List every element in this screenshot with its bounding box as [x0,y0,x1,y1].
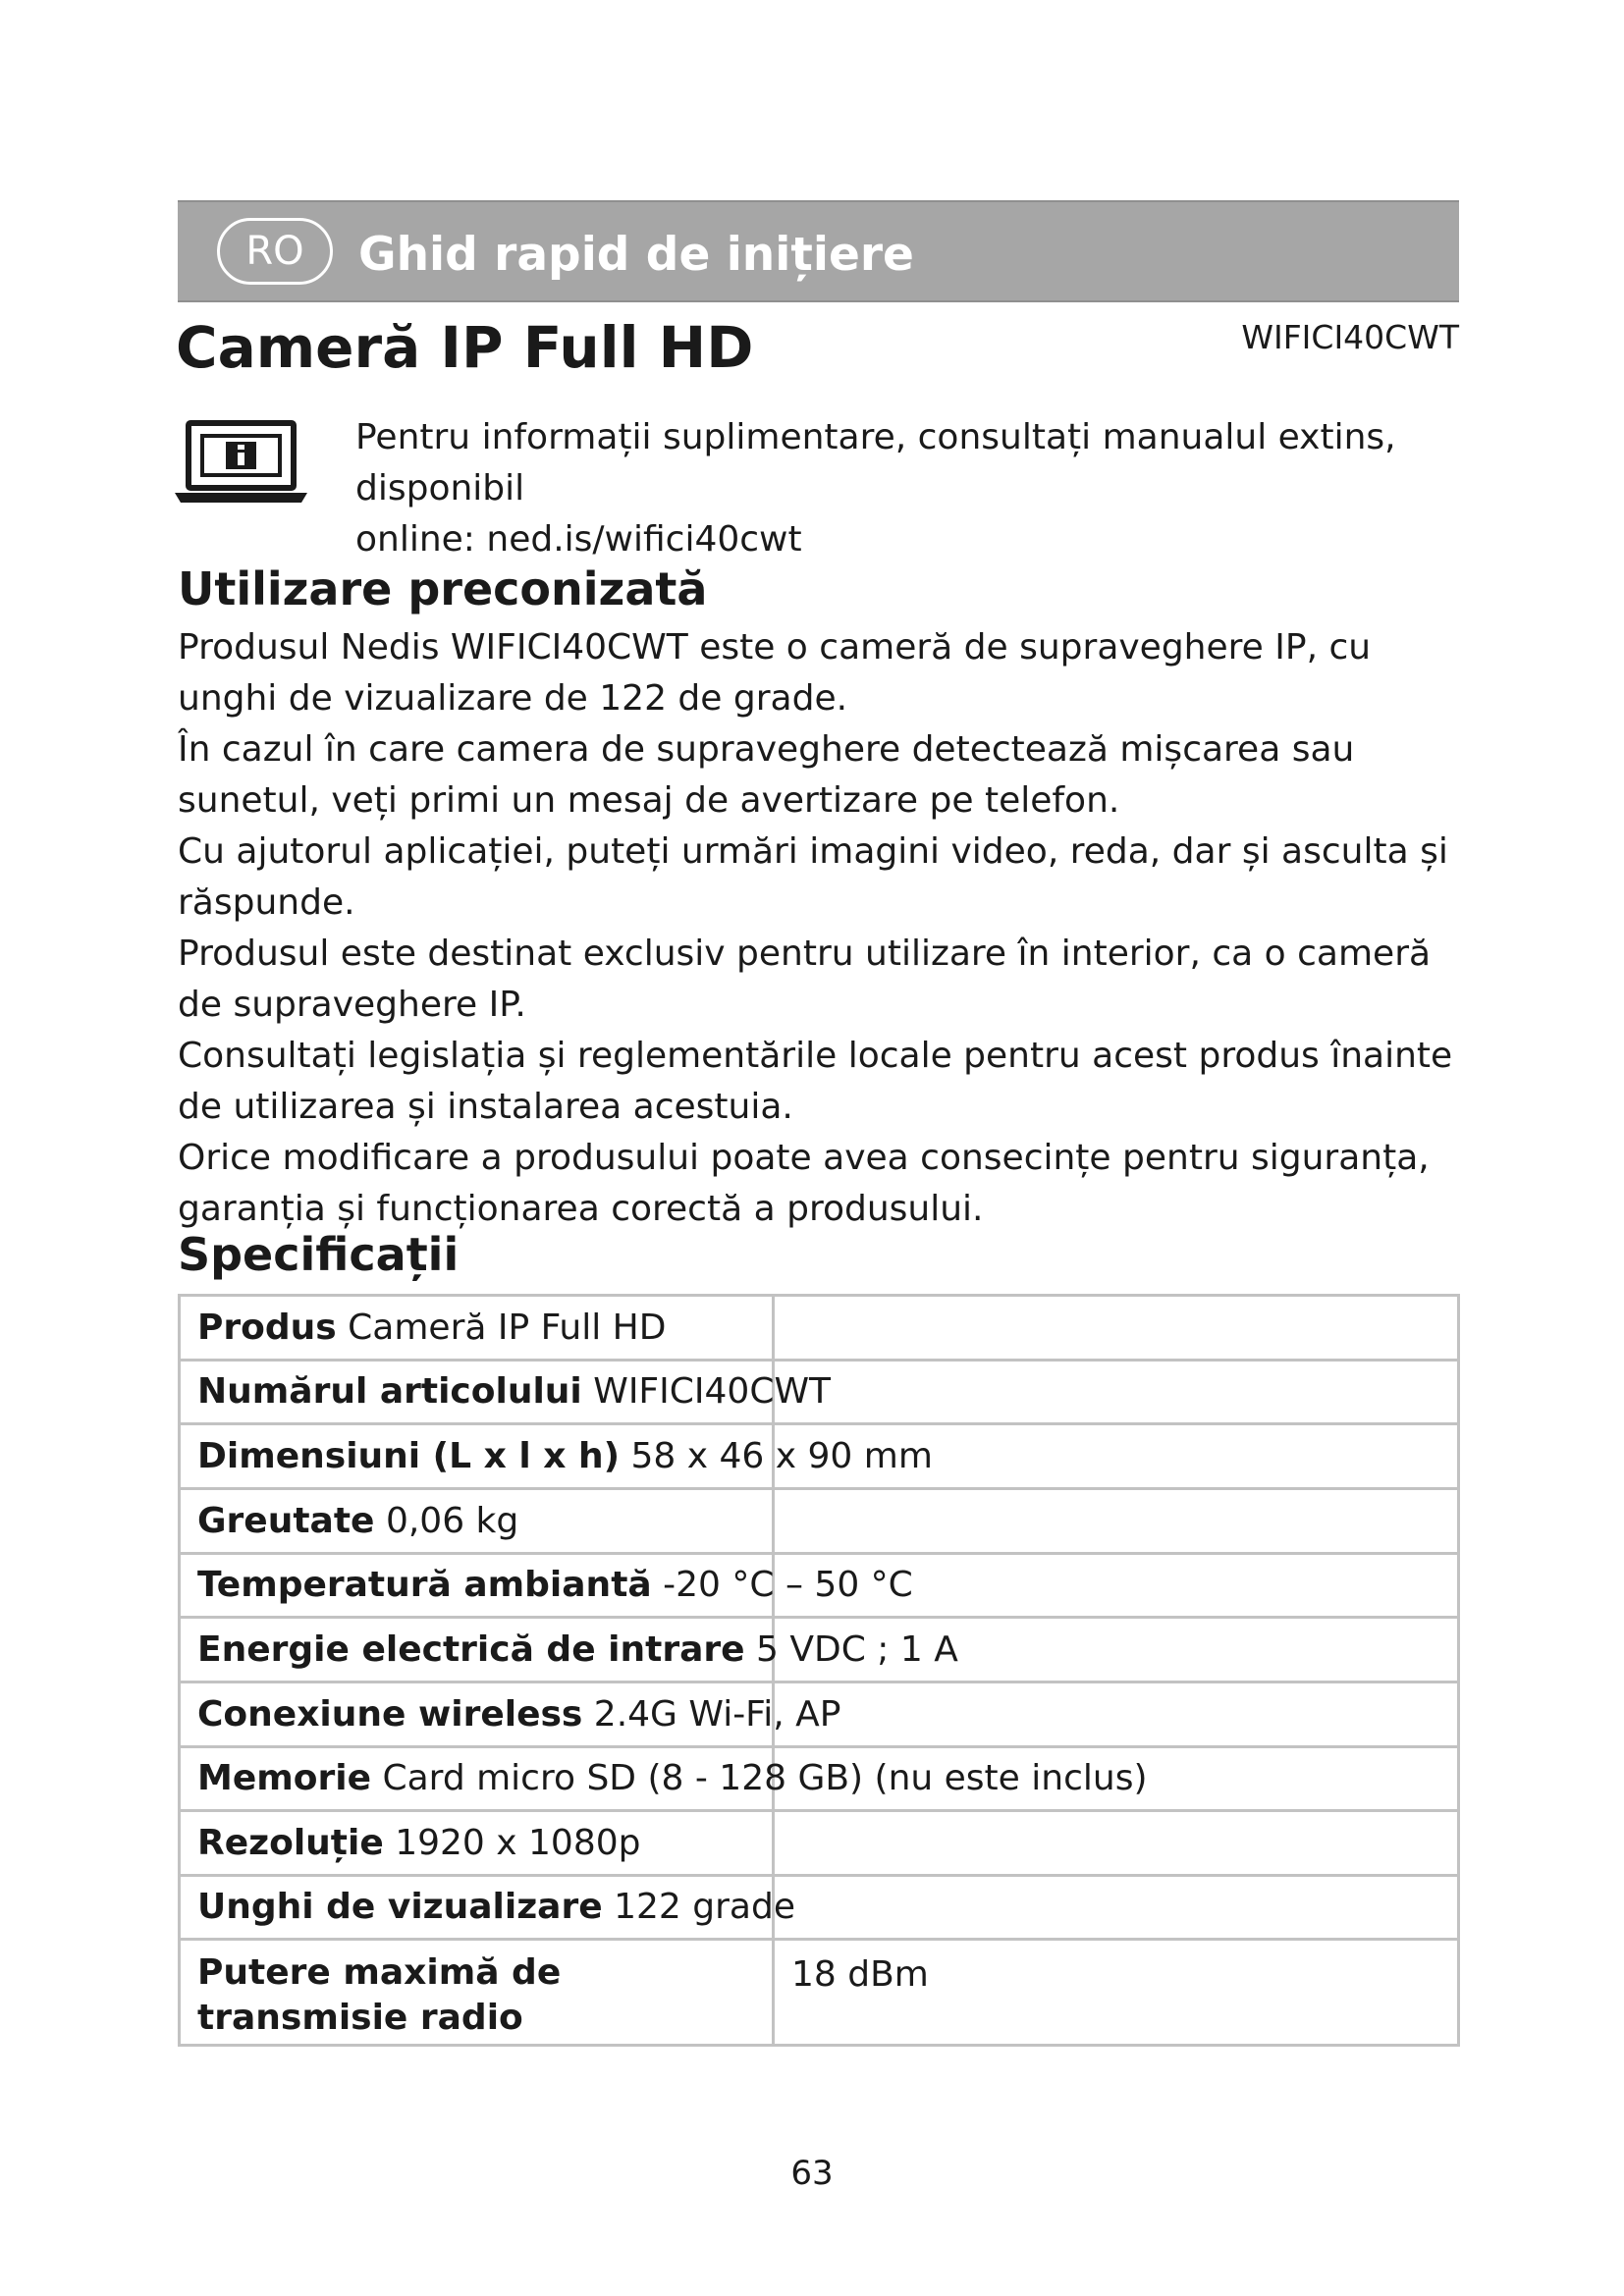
table-row [180,1296,1459,1361]
spec-value: Cameră IP Full HD [348,1307,667,1348]
table-row [180,1361,1459,1424]
spec-cell [180,1747,1148,1811]
paragraph: Produsul Nedis WIFICI40CWT este o cameră de supraveghere IP, cu unghi de vizualizare de 122 de grade. [178,627,1372,719]
spec-value-cell [774,1940,1459,2046]
model-number: WIFICI40CWT [1241,318,1459,356]
spec-value: 1920 x 1080p [395,1822,641,1863]
table-row [180,1811,1459,1876]
spec-label: Numărul articolului [197,1371,582,1412]
spec-label: Greutate [197,1500,375,1541]
spec-empty-cell [774,1296,1459,1361]
spec-cell [180,1296,774,1361]
spec-label: Energie electrică de intrare [197,1629,745,1670]
spec-cell [180,1618,958,1682]
spec-cell [180,1940,774,2046]
spec-cell [180,1811,774,1876]
product-title: Cameră IP Full HD [176,314,754,381]
paragraph: În cazul în care camera de supraveghere detectează mișcarea sau sunetul, veți primi un mesaj de avertizare pe telefon. [178,729,1355,821]
spec-label: Temperatură ambiantă [197,1565,652,1605]
spec-empty-cell [774,1876,1459,1940]
paragraph: Orice modificare a produsului poate avea consecințe pentru siguranța, garanția și funcționarea corectă a produsului. [178,1138,1430,1229]
specifications-table [178,1294,1460,2047]
paragraph: Consultați legislația și reglementările locale pentru acest produs înainte de utilizarea și instalarea acestuia. [178,1036,1453,1127]
spec-cell [180,1424,933,1489]
laptop-info-icon [175,420,307,505]
info-line-1: Pentru informații suplimentare, consultați manualul extins, disponibil [355,417,1396,508]
table-row [180,1424,1459,1489]
spec-cell [180,1489,774,1554]
spec-label: Rezoluție [197,1822,384,1863]
spec-label: Conexiune wireless [197,1693,583,1735]
spec-label: Unghi de vizualizare [197,1887,603,1927]
paragraph: Cu ajutorul aplicației, puteți urmări imagini video, reda, dar și asculta și răspunde. [178,831,1448,923]
banner-title: Ghid rapid de inițiere [358,228,914,282]
intended-use-heading: Utilizare preconizată [178,562,708,615]
language-badge: RO [217,218,333,285]
spec-value: 0,06 kg [385,1500,519,1541]
spec-value: 122 grade [614,1887,795,1927]
table-row [180,1747,1459,1811]
spec-cell [180,1682,841,1747]
spec-empty-cell [774,1489,1459,1554]
spec-value: WIFICI40CWT [593,1371,832,1412]
spec-label: Produs [197,1307,337,1348]
table-row [180,1554,1459,1618]
table-row [180,1682,1459,1747]
spec-label: Dimensiuni (L x l x h) [197,1435,621,1476]
spec-value: 5 VDC ; 1 A [756,1629,958,1670]
specifications-heading: Specificații [178,1228,460,1281]
table-row [180,1489,1459,1554]
info-line-2: online: ned.is/wifici40cwt [355,519,802,560]
spec-value: 18 dBm [791,1954,929,1995]
page-number: 63 [790,2154,834,2193]
spec-empty-cell [774,1682,1459,1747]
info-text [355,412,1465,565]
table-row [180,1876,1459,1940]
spec-value: Card micro SD (8 - 128 GB) (nu este inclus) [382,1758,1148,1798]
spec-cell [180,1876,795,1940]
table-row [180,1618,1459,1682]
table-row [180,1940,1459,2046]
spec-value: -20 °C – 50 °C [663,1565,913,1605]
paragraph: Produsul este destinat exclusiv pentru utilizare în interior, ca o cameră de supraveghere IP. [178,934,1432,1025]
spec-value: 2.4G Wi-Fi, AP [593,1693,841,1735]
spec-empty-cell [774,1811,1459,1876]
header-banner [178,200,1459,302]
spec-cell [180,1361,832,1424]
spec-label: Putere maximă de transmisie radio [197,1952,562,2038]
spec-value: 58 x 46 x 90 mm [630,1435,933,1476]
spec-cell [180,1554,913,1618]
spec-label: Memorie [197,1758,371,1798]
spec-empty-cell [774,1361,1459,1424]
intended-use-body [178,622,1474,1235]
